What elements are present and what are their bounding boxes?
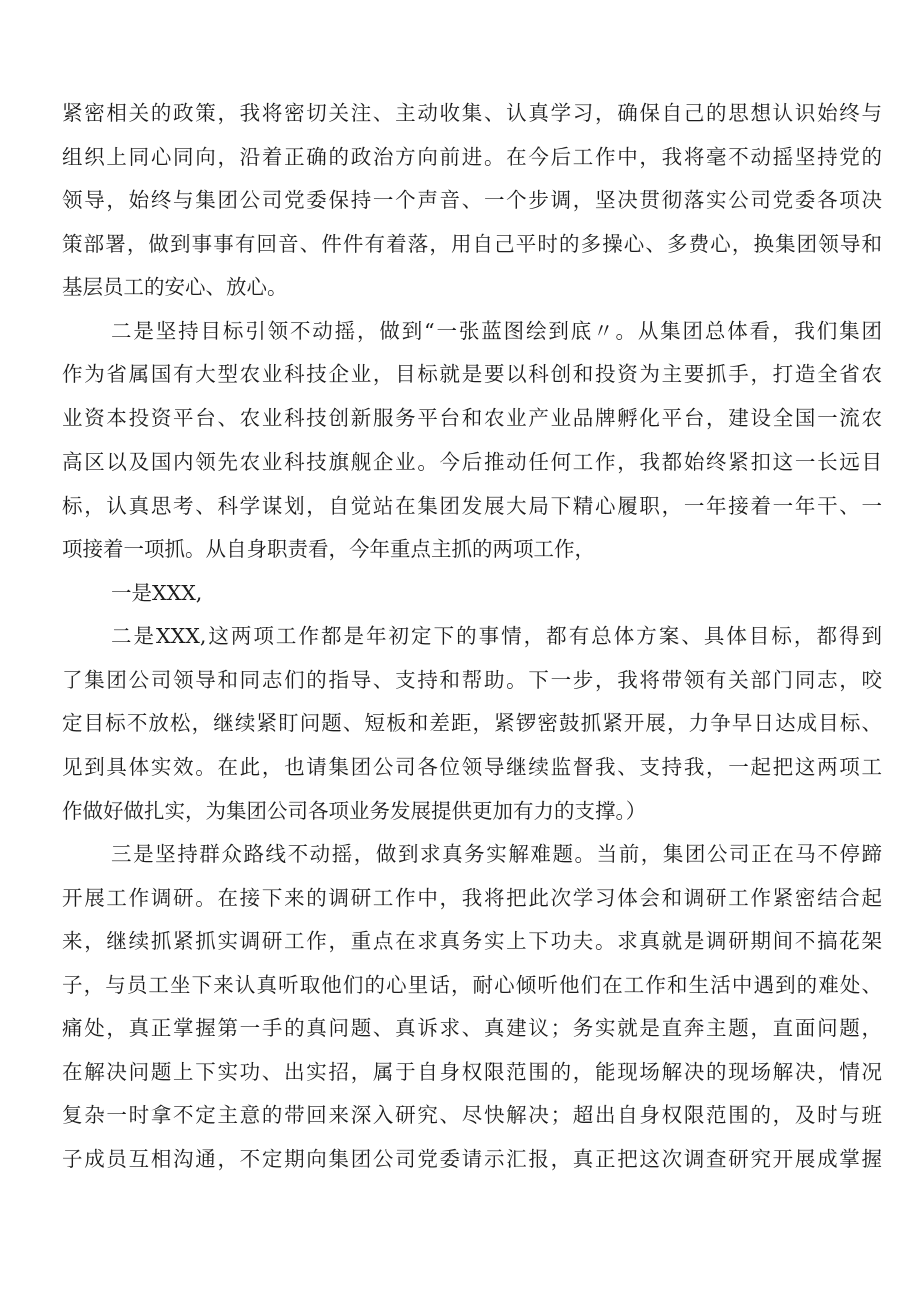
text-line: 见到具体实效。在此，也请集团公司各位领导继续监督我、支持我，一起把这两项工 <box>62 755 882 779</box>
text-line: 领导，始终与集团公司党委保持一个声音、一个步调，坚决贯彻落实公司党委各项决 <box>62 188 882 212</box>
text-line: 子，与员工坐下来认真听取他们的心里话，耐心倾听他们在工作和生活中遇到的难处、 <box>62 973 882 997</box>
text-line: 作做好做扎实，为集团公司各项业务发展提供更加有力的支撑。） <box>62 799 647 823</box>
text-line: 紧密相关的政策，我将密切关注、主动收集、认真学习，确保自己的思想认识始终与 <box>62 101 882 125</box>
text-line: 三是坚持群众路线不动摇，做到求真务实解难题。当前，集团公司正在马不停蹄 <box>111 842 882 866</box>
text-line: 开展工作调研。在接下来的调研工作中，我将把此次学习体会和调研工作紧密结合起 <box>62 886 882 910</box>
text-line: 项接着一项抓。从自身职责看，今年重点主抓的两项工作， <box>62 537 595 561</box>
text-line: 了集团公司领导和同志们的指导、支持和帮助。下一步，我将带领有关部门同志，咬 <box>62 668 882 692</box>
text-line: 二是坚持目标引领不动摇，做到“一张蓝图绘到底〃。从集团总体看，我们集团 <box>111 319 882 343</box>
text-line: 痛处，真正掌握第一手的真问题、真诉求、真建议；务实就是直奔主题，直面问题， <box>62 1016 882 1040</box>
text-line: 一是XXX, <box>111 581 203 605</box>
text-line: 高区以及国内领先农业科技旗舰企业。今后推动任何工作，我都始终紧扣这一长远目 <box>62 450 882 474</box>
text-line: 二是XXX,这两项工作都是年初定下的事情，都有总体方案、具体目标，都得到 <box>111 624 882 648</box>
text-line: 组织上同心同向，沿着正确的政治方向前进。在今后工作中，我将毫不动摇坚持党的 <box>62 145 882 169</box>
text-line: 标，认真思考、科学谋划，自觉站在集团发展大局下精心履职，一年接着一年干、一 <box>62 494 882 518</box>
text-line: 在解决问题上下实功、出实招，属于自身权限范围的，能现场解决的现场解决，情况 <box>62 1060 882 1084</box>
text-line: 策部署，做到事事有回音、件件有着落，用自己平时的多操心、多费心，换集团领导和 <box>62 232 882 256</box>
text-line: 复杂一时拿不定主意的带回来深入研究、尽快解决；超出自身权限范围的，及时与班 <box>62 1103 882 1127</box>
text-line: 作为省属国有大型农业科技企业，目标就是要以科创和投资为主要抓手，打造全省农 <box>62 362 882 386</box>
text-line: 基层员工的安心、放心。 <box>62 275 288 299</box>
text-line: 来，继续抓紧抓实调研工作，重点在求真务实上下功夫。求真就是调研期间不搞花架 <box>62 929 882 953</box>
text-line: 定目标不放松，继续紧盯问题、短板和差距，紧锣密鼓抓紧开展，力争早日达成目标、 <box>62 711 882 735</box>
text-line: 业资本投资平台、农业科技创新服务平台和农业产业品牌孵化平台，建设全国一流农 <box>62 406 882 430</box>
text-line: 子成员互相沟通，不定期向集团公司党委请示汇报，真正把这次调查研究开展成掌握 <box>62 1147 882 1171</box>
